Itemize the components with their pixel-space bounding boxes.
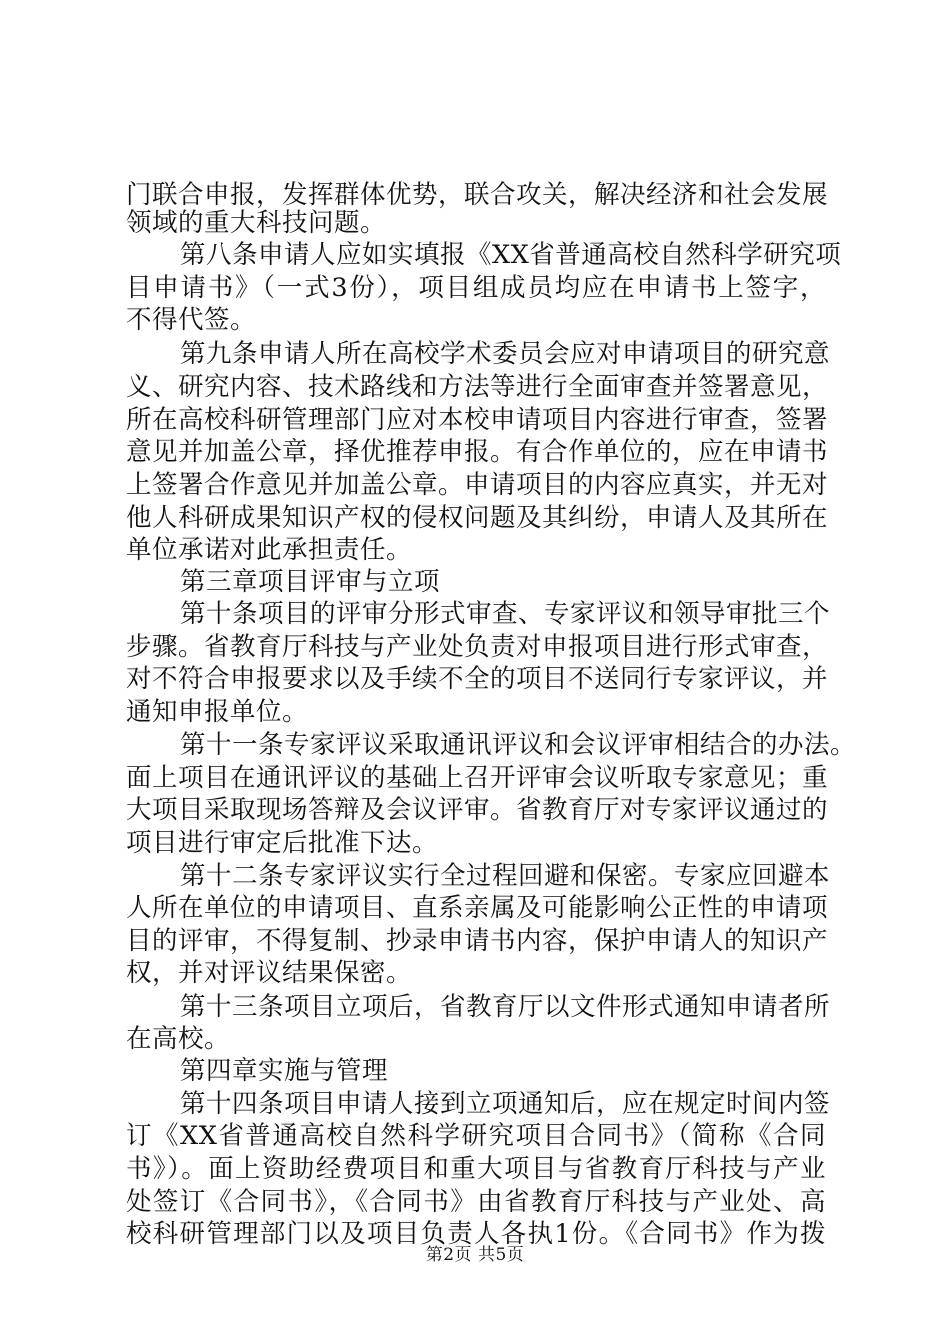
text-line: 第九条申请人所在高校学术委员会应对申请项目的研究意	[180, 339, 831, 369]
text-line: 他人科研成果知识产权的侵权问题及其纠纷，申请人及其所在	[126, 503, 829, 533]
text-line: 第十四条项目申请人接到立项通知后，应在规定时间内签	[180, 1089, 831, 1119]
text-line: 第十三条项目立项后，省教育厅以文件形式通知申请者所	[180, 992, 831, 1022]
text-line: 领域的重大科技问题。	[126, 208, 387, 238]
text-line: 第十条项目的评审分形式审查、专家评议和领导审批三个	[180, 599, 831, 629]
text-line: 权，并对评议结果保密。	[126, 958, 413, 988]
text-line: 步骤。省教育厅科技与产业处负责对申报项目进行形式审查，	[126, 632, 829, 662]
text-line: 第八条申请人应如实填报《XX省普通高校自然科学研究项	[180, 240, 842, 270]
text-line: 处签订《合同书》，《合同书》由省教育厅科技与产业处、高	[126, 1187, 826, 1217]
chapter-heading: 第三章项目评审与立项	[180, 567, 441, 597]
chapter-heading: 第四章实施与管理	[180, 1056, 389, 1086]
text-line: 面上项目在通讯评议的基础上召开评审会议听取专家意见；重	[126, 763, 829, 793]
text-line: 目的评审，不得复制、抄录申请书内容，保护申请人的知识产	[126, 926, 829, 956]
text-line: 第十一条专家评议采取通讯评议和会议评审相结合的办法。	[180, 730, 857, 760]
text-line: 目申请书》（一式3份），项目组成员均应在申请书上签字，	[126, 273, 826, 303]
text-line: 在高校。	[126, 1024, 231, 1054]
text-line: 通知申报单位。	[126, 697, 309, 727]
text-line: 人所在单位的申请项目、直系亲属及可能影响公正性的申请项	[126, 893, 829, 923]
text-line: 意见并加盖公章，择优推荐申报。有合作单位的，应在申请书	[126, 437, 829, 467]
text-line: 所在高校科研管理部门应对本校申请项目内容进行审查，签署	[126, 405, 829, 435]
text-line: 义、研究内容、技术路线和方法等进行全面审查并签署意见，	[126, 372, 829, 402]
text-line: 对不符合申报要求以及手续不全的项目不送同行专家评议，并	[126, 664, 829, 694]
text-line: 书》）。面上资助经费项目和重大项目与省教育厅科技与产业	[126, 1154, 826, 1184]
text-line: 上签署合作意见并加盖公章。申请项目的内容应真实，并无对	[126, 470, 829, 500]
text-line: 第十二条专家评议实行全过程回避和保密。专家应回避本	[180, 861, 831, 891]
text-line: 项目进行审定后批准下达。	[126, 828, 439, 858]
text-line: 大项目采取现场答辩及会议评审。省教育厅对专家评议通过的	[126, 795, 829, 825]
text-line: 订《XX省普通高校自然科学研究项目合同书》（简称《合同	[126, 1121, 826, 1151]
text-line: 单位承诺对此承担责任。	[126, 535, 413, 565]
text-line: 门联合申报，发挥群体优势，联合攻关，解决经济和社会发展	[126, 180, 829, 210]
text-line: 校科研管理部门以及项目负责人各执1份。《合同书》作为拨	[126, 1219, 826, 1249]
text-line: 不得代签。	[126, 305, 257, 335]
page-number-footer: 第2页 共5页	[425, 1245, 525, 1265]
